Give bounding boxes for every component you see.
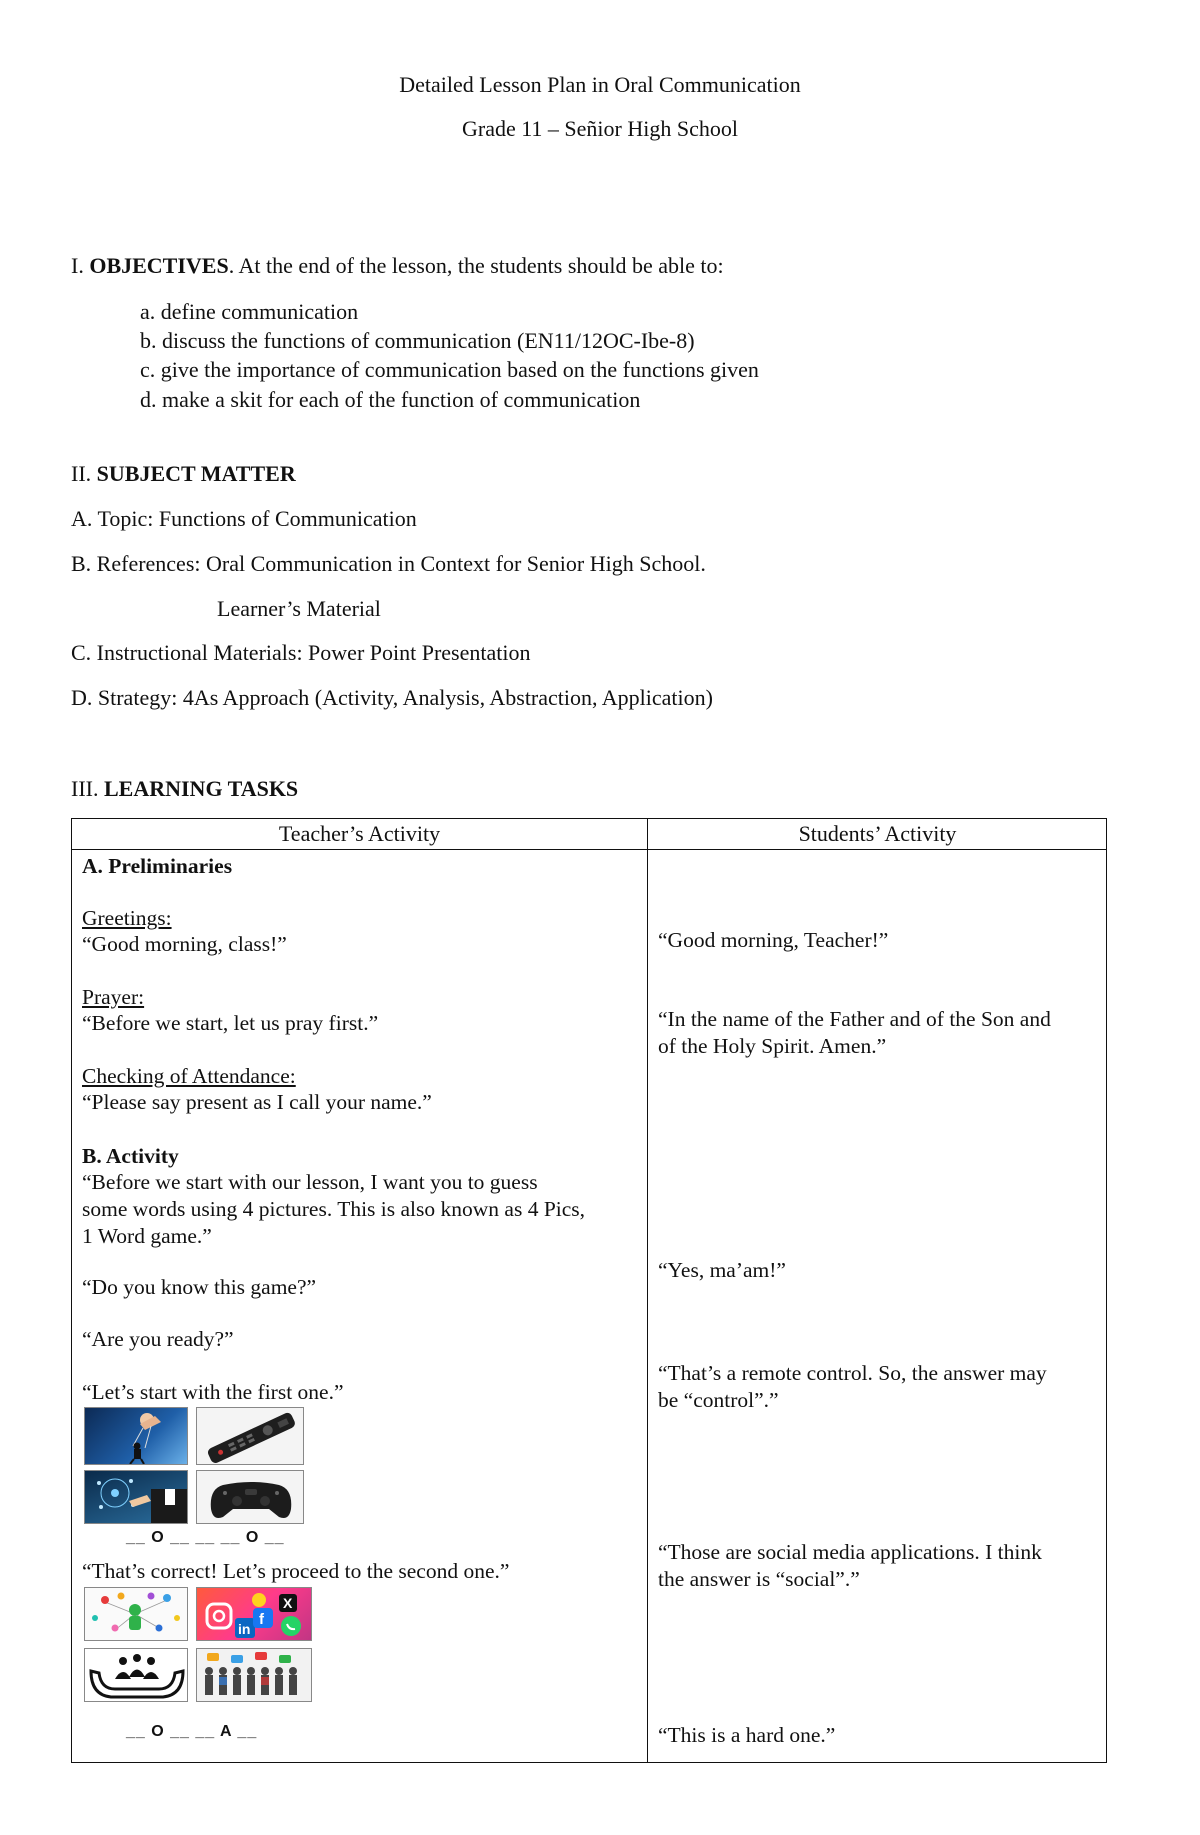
teacher-ready: “Are you ready?” <box>82 1327 234 1351</box>
people-network-icon <box>85 1588 188 1641</box>
svg-text:in: in <box>238 1621 251 1637</box>
students-social-line: “Those are social media applications. I think <box>658 1540 1042 1564</box>
teacher-know-game: “Do you know this game?” <box>82 1275 317 1299</box>
remote-control-icon <box>197 1408 304 1465</box>
touchscreen-hand-icon <box>85 1471 188 1524</box>
students-remote-line: be “control”.” <box>658 1388 779 1412</box>
puppet-hands-icon <box>85 1408 188 1465</box>
svg-text:f: f <box>259 1611 264 1628</box>
students-column-header: Students’ Activity <box>798 821 957 846</box>
gamepad-picture <box>196 1470 304 1524</box>
students-social-line: the answer is “social”.” <box>658 1567 860 1591</box>
attendance-label: Checking of Attendance: <box>82 1064 296 1088</box>
strategy-line: D. Strategy: 4As Approach (Activity, Analysis, Abstraction, Application) <box>71 685 713 710</box>
teacher-correct: “That’s correct! Let’s proceed to the second one.” <box>82 1559 510 1583</box>
activity-heading: B. Activity <box>82 1144 179 1168</box>
students-prayer-line: “In the name of the Father and of the Son and <box>658 1007 1051 1031</box>
subject-matter-heading: II. SUBJECT MATTER <box>71 461 296 486</box>
social-media-apps-icon <box>197 1588 312 1641</box>
references-line: B. References: Oral Communication in Context for Senior High School. <box>71 551 706 576</box>
hands-people-picture <box>84 1648 188 1702</box>
activity-line: some words using 4 pictures. This is also known as 4 Pics, <box>82 1197 586 1221</box>
materials-line: C. Instructional Materials: Power Point Presentation <box>71 640 531 665</box>
table-header-divider <box>72 849 1106 850</box>
answer-blanks-control: __ O __ __ __ O __ <box>126 1529 285 1546</box>
learning-tasks-table <box>71 818 1107 1763</box>
objective-item: c. give the importance of communication based on the functions given <box>140 357 759 382</box>
teacher-first-one: “Let’s start with the first one.” <box>82 1380 344 1404</box>
activity-line: 1 Word game.” <box>82 1224 212 1248</box>
greetings-label: Greetings: <box>82 906 172 930</box>
students-hard-one: “This is a hard one.” <box>658 1723 836 1747</box>
crowd-picture <box>196 1648 312 1702</box>
remote-picture <box>196 1407 304 1465</box>
people-network-picture <box>84 1587 188 1641</box>
objective-item: a. define communication <box>140 299 359 324</box>
svg-text:X: X <box>283 1595 293 1611</box>
students-yes: “Yes, ma’am!” <box>658 1258 786 1282</box>
teacher-column-header: Teacher’s Activity <box>278 821 441 846</box>
gamepad-icon <box>197 1471 304 1524</box>
learning-tasks-heading: III. LEARNING TASKS <box>71 776 299 801</box>
students-greeting: “Good morning, Teacher!” <box>658 928 889 952</box>
objective-item: d. make a skit for each of the function of communication <box>140 387 641 412</box>
objectives-heading: I. OBJECTIVES. At the end of the lesson, the students should be able to: <box>71 253 724 278</box>
teacher-prayer: “Before we start, let us pray first.” <box>82 1011 379 1035</box>
table-column-divider <box>647 819 648 1762</box>
preliminaries-heading: A. Preliminaries <box>82 854 233 878</box>
hands-holding-people-icon <box>85 1649 188 1702</box>
document-title: Detailed Lesson Plan in Oral Communication <box>399 72 801 97</box>
references-continued: Learner’s Material <box>217 596 381 621</box>
students-prayer-line: of the Holy Spirit. Amen.” <box>658 1034 887 1058</box>
students-remote-line: “That’s a remote control. So, the answer may <box>658 1361 1047 1385</box>
answer-blanks-social: __ O __ __ A __ <box>126 1723 258 1740</box>
puppet-picture <box>84 1407 188 1465</box>
social-apps-picture <box>196 1587 312 1641</box>
document-subtitle: Grade 11 – Señior High School <box>462 116 738 141</box>
teacher-greeting: “Good morning, class!” <box>82 932 287 956</box>
teacher-attendance: “Please say present as I call your name.” <box>82 1090 432 1114</box>
objective-item: b. discuss the functions of communication (EN11/12OC-Ibe-8) <box>140 328 695 353</box>
touchscreen-picture <box>84 1470 188 1524</box>
activity-line: “Before we start with our lesson, I want you to guess <box>82 1170 538 1194</box>
topic-line: A. Topic: Functions of Communication <box>71 506 417 531</box>
crowd-speech-bubbles-icon <box>197 1649 312 1702</box>
prayer-label: Prayer: <box>82 985 145 1009</box>
